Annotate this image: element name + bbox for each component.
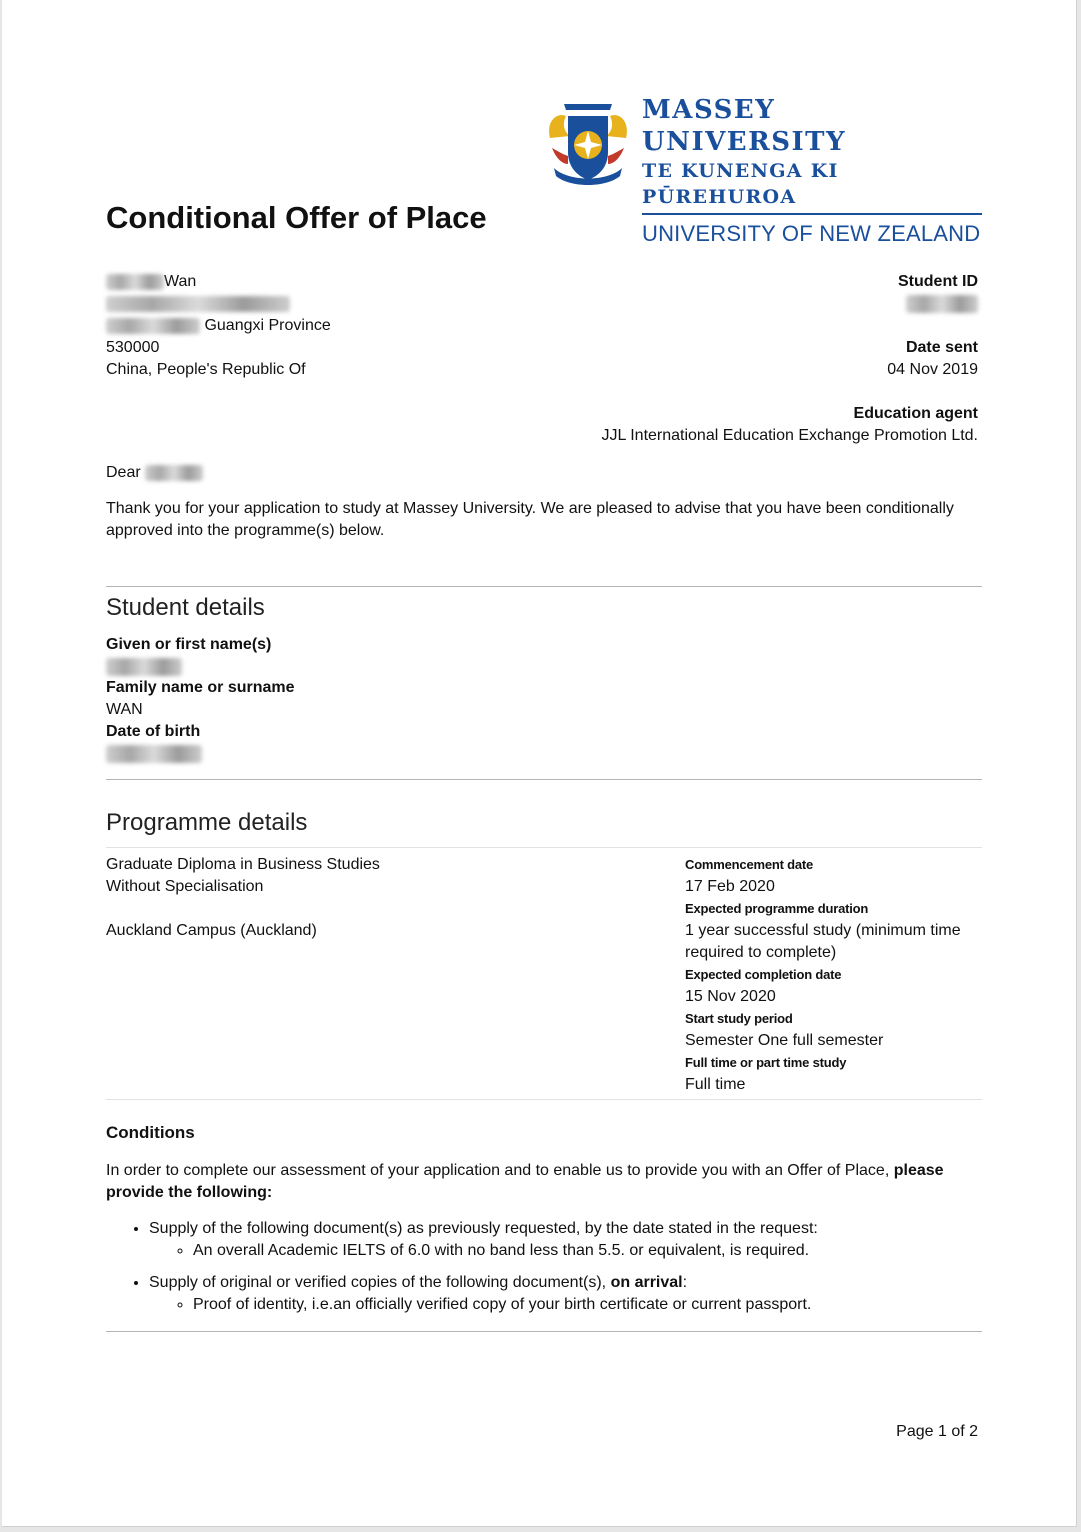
list-item (149, 1218, 979, 1262)
commencement-date-value: 17 Feb 2020 (685, 878, 775, 895)
programme-name-line1: Graduate Diploma in Business Studies (106, 856, 380, 873)
table-top-border (106, 847, 982, 848)
start-period-label: Start study period (685, 1011, 793, 1026)
study-mode-label: Full time or part time study (685, 1055, 847, 1070)
student-details-heading: Student details (106, 594, 265, 621)
recipient-postcode: 530000 (106, 339, 160, 356)
given-name-label: Given or first name(s) (106, 636, 272, 653)
section-divider (106, 1331, 982, 1332)
condition-2-text: Supply of original or verified copies of the following document(s), on arrival: (149, 1274, 688, 1291)
study-mode-value: Full time (685, 1076, 746, 1093)
recipient-country: China, People's Republic Of (106, 361, 306, 378)
university-crest-icon (544, 98, 632, 190)
condition-2-detail: ◦ Proof of identity, i.e.an officially verified copy of your birth certificate or current passport. (193, 1294, 979, 1316)
salutation: Dear (106, 462, 203, 484)
list-item (149, 1272, 979, 1316)
education-agent-value: JJL International Education Exchange Promotion Ltd. (601, 427, 978, 444)
dob-value (106, 743, 202, 765)
family-name-label: Family name or surname (106, 679, 295, 696)
start-period-value: Semester One full semester (685, 1032, 884, 1049)
duration-value: 1 year successful study (minimum time required to complete) (685, 922, 961, 961)
recipient-province: Guangxi Province (204, 317, 331, 334)
conditions-intro: In order to complete our assessment of your application and to enable us to provide you with an Offer of Place, please provide the following: (106, 1162, 944, 1201)
section-divider (106, 586, 982, 587)
dob-label: Date of birth (106, 723, 201, 740)
redacted-given-name (106, 658, 182, 676)
family-name-value: WAN (106, 701, 143, 718)
recipient-name: Wan (164, 273, 197, 290)
condition-1-detail: ◦ An overall Academic IELTS of 6.0 with no band less than 5.5. or equivalent, is required. (193, 1240, 979, 1262)
programme-fields (685, 854, 975, 1096)
page-number: Page 1 of 2 (896, 1423, 978, 1440)
conditions-list (106, 1218, 979, 1326)
programme-campus: Auckland Campus (Auckland) (106, 922, 317, 939)
redacted-street (106, 296, 290, 312)
page-title: Conditional Offer of Place (106, 200, 487, 235)
date-sent-label: Date sent (905, 339, 978, 356)
programme-details-heading: Programme details (106, 809, 308, 836)
section-divider (106, 779, 982, 780)
document-page (2, 0, 1077, 1527)
commencement-date-label: Commencement date (685, 857, 814, 872)
table-bottom-border (106, 1099, 982, 1100)
programme-name-line2: Without Specialisation (106, 878, 264, 895)
recipient-address (106, 271, 331, 381)
university-tagline: UNIVERSITY OF NEW ZEALAND (642, 221, 981, 246)
redacted-dob (106, 745, 202, 763)
redacted-city (106, 318, 200, 334)
date-sent-value: 04 Nov 2019 (887, 361, 978, 378)
redacted-addressee (145, 465, 203, 481)
education-agent-label: Education agent (853, 405, 978, 422)
condition-1-text: Supply of the following document(s) as previously requested, by the date stated in the request: (149, 1220, 818, 1237)
redacted-name (106, 274, 164, 290)
intro-paragraph: Thank you for your application to study at Massey University. We are pleased to advise that you have been conditionally approved into the programme(s) below. (106, 500, 954, 539)
university-name: MASSEY UNIVERSITY (642, 95, 847, 157)
completion-date-value: 15 Nov 2020 (685, 988, 776, 1005)
completion-date-label: Expected completion date (685, 967, 842, 982)
student-id-label: Student ID (898, 273, 978, 290)
logo-divider (642, 213, 982, 215)
university-maori-name: TE KUNENGA KI PŪREHUROA (642, 160, 839, 208)
conditions-heading: Conditions (106, 1123, 195, 1142)
redacted-student-id (906, 295, 978, 313)
given-name-value (106, 656, 182, 678)
duration-label: Expected programme duration (685, 901, 869, 916)
student-id-value (906, 293, 978, 315)
university-wordmark (642, 94, 982, 247)
